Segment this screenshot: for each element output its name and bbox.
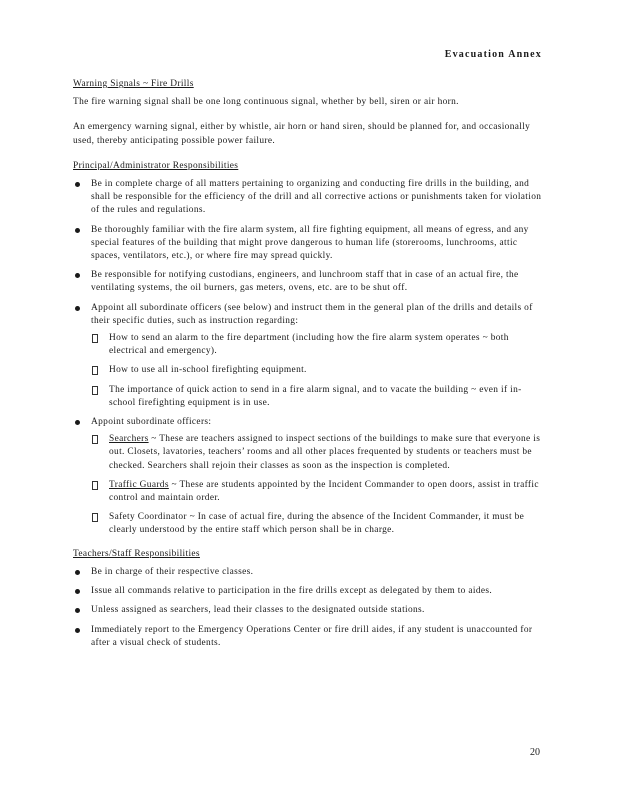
list-item-text: Immediately report to the Emergency Operations Center or fire drill aides, if any student is unaccounted for after a visual check of students. — [91, 624, 533, 648]
instruction-sublist — [91, 332, 545, 410]
list-item-text: Be responsible for notifying custodians, engineers, and lunchroom staff that in case of an actual fire, the ventilating systems, the oil burners, gas meters, ovens, etc. are to be shut off. — [91, 270, 519, 294]
list-item — [73, 604, 545, 617]
sublist-item-text: The importance of quick action to send in a fire alarm signal, and to vacate the building ~ even if in-school firefighting equipment is in use. — [109, 384, 522, 408]
bullet-icon — [75, 570, 80, 575]
section-heading-teachers-responsibilities: Teachers/Staff Responsibilities — [73, 548, 200, 559]
bullet-icon — [75, 589, 80, 594]
square-bullet-icon — [92, 513, 98, 522]
sublist-item-text: ~ These are teachers assigned to inspect sections of the buildings to make sure that everyone is out. Closets, lavatories, teachers’ rooms and all other places frequented by students or teachers must be checked. Searchers shall rejoin their classes as soon as the inspection is completed. — [109, 434, 541, 471]
square-bullet-icon — [92, 334, 98, 343]
sublist-item — [91, 384, 545, 410]
traffic-guards-label: Traffic Guards — [109, 479, 169, 490]
bullet-icon — [75, 228, 80, 233]
paragraph-fire-warning-signal: The fire warning signal shall be one long continuous signal, whether by bell, siren or air horn. — [73, 97, 459, 108]
sublist-item-text: Safety Coordinator ~ In case of actual fire, during the absence of the Incident Commander, it must be clearly understood by the entire staff which person shall be in charge. — [109, 512, 525, 536]
page-number: 20 — [530, 747, 540, 758]
list-item — [73, 566, 545, 579]
list-item-text: Be in complete charge of all matters pertaining to organizing and conducting fire drills in the building, and shall be responsible for the efficiency of the drill and all corrective actions or punishments taken for violation of the rules and regulations. — [91, 179, 542, 216]
list-item — [73, 178, 545, 218]
bullet-icon — [75, 628, 80, 633]
section-heading-warning-signals: Warning Signals ~ Fire Drills — [73, 79, 194, 89]
page-content — [73, 78, 545, 660]
section-heading-principal-responsibilities: Principal/Administrator Responsibilities — [73, 160, 239, 171]
subordinate-officers-sublist — [91, 433, 545, 537]
list-item-text: Appoint subordinate officers: — [91, 417, 212, 428]
sublist-item — [91, 364, 545, 377]
bullet-icon — [75, 273, 80, 278]
list-item — [73, 624, 545, 650]
square-bullet-icon — [92, 366, 98, 375]
list-item-text: Be in charge of their respective classes. — [91, 566, 254, 577]
sublist-item — [91, 479, 545, 505]
teachers-responsibilities-list — [73, 566, 545, 650]
bullet-icon — [75, 608, 80, 613]
sublist-item — [91, 433, 545, 473]
square-bullet-icon — [92, 386, 98, 395]
list-item — [73, 269, 545, 295]
list-item-text: Appoint all subordinate officers (see below) and instruct them in the general plan of the drills and details of their specific duties, such as instruction regarding: — [91, 302, 533, 326]
principal-responsibilities-list — [73, 178, 545, 538]
list-item-text: Be thoroughly familiar with the fire alarm system, all fire fighting equipment, all means of egress, and any special features of the building that might prove dangerous to human life (storerooms, lunchrooms, attic spaces, ventilators, etc.), or where fire may spread quickly. — [91, 224, 529, 262]
sublist-item — [91, 511, 545, 537]
list-item — [73, 224, 545, 264]
bullet-icon — [75, 306, 80, 311]
sublist-item-text: How to send an alarm to the fire department (including how the fire alarm system operates ~ both electrical and emergency). — [109, 333, 509, 357]
searchers-label: Searchers — [109, 434, 149, 445]
bullet-icon — [75, 420, 80, 425]
list-item-text: Issue all commands relative to participation in the fire drills except as delegated by them to aides. — [91, 586, 493, 597]
list-item — [73, 302, 545, 410]
bullet-icon — [75, 182, 80, 187]
page-header: Evacuation Annex — [444, 49, 542, 60]
list-item — [73, 585, 545, 598]
paragraph-emergency-warning-signal: An emergency warning signal, either by whistle, air horn or hand siren, should be planned for, and occasionally used, thereby anticipating possible power failure. — [73, 122, 531, 146]
square-bullet-icon — [92, 435, 98, 444]
sublist-item — [91, 332, 545, 358]
list-item-text: Unless assigned as searchers, lead their classes to the designated outside stations. — [91, 605, 425, 616]
list-item — [73, 416, 545, 538]
square-bullet-icon — [92, 481, 98, 490]
sublist-item-text: How to use all in-school firefighting equipment. — [109, 365, 307, 376]
sublist-item-text: ~ These are students appointed by the Incident Commander to open doors, assist in traffic control and maintain order. — [109, 479, 539, 504]
